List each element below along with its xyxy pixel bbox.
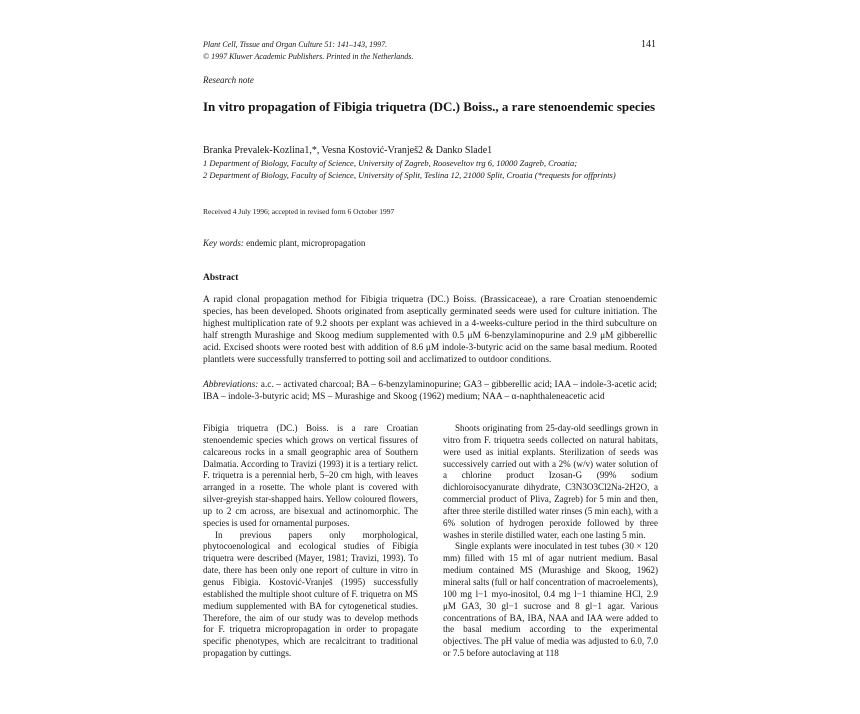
affiliation-zagreb: 1 Department of Biology, Faculty of Science, University of Zagreb, Rooseveltov trg 6, 10000 Zagreb, Croatia; — [203, 158, 578, 168]
left-body-column — [203, 423, 418, 660]
abbreviations-label: Abbreviations: — [203, 380, 259, 390]
body-paragraph: Shoots originating from 25-day-old seedlings grown in vitro from F. triquetra seeds collected on natural habitats, were used as initial explants. Sterilization of seeds was successively carried out with a 2% (w/v) water solution of a chlorine product Izosan-G (99% sodium dichloroisocyanurate dihydrate, C3N3O3Cl2Na-2H2O, a commercial product of Pliva, Zagreb) for 5 min and then, after three sterile distilled water rinses (5 min each), with a 6% solution of hydrogen peroxide followed by three washes in sterile distilled water, each one lasting 5 min. — [443, 423, 658, 540]
affiliation-split: 2 Department of Biology, Faculty of Science, University of Split, Teslina 12, 21000 Split, Croatia (*requests for offprints) — [203, 169, 616, 180]
article-section-label: Research note — [203, 75, 254, 85]
keywords — [203, 237, 657, 249]
keywords-label: Key words: — [203, 238, 244, 248]
copyright-line: © 1997 Kluwer Academic Publishers. Printed in the Netherlands. — [203, 52, 414, 61]
abstract-text: A rapid clonal propagation method for Fibigia triquetra (DC.) Boiss. (Brassicaceae), a rare Croatian stenoendemic species, has been developed. Shoots originated from aseptically germinated seeds were used for culture initiation. The highest multiplication rate of 9.2 shoots per explant was achieved in a 4-weeks-culture period in the third subculture on half strength Murashige and Skoog medium supplemented with 0.5 μM 6-benzylaminopurine and 2.9 μM gibberellic acid. Excised shoots were rooted best with addition of 8.6 μM indole-3-butyric acid on the same basal medium. Rooted plantlets were successfully transferred to potting soil and acclimatized to outdoor conditions. — [203, 295, 657, 366]
body-paragraph: In previous papers only morphological, phytocoenological and ecological studies of Fibigia triquetra were described (Mayer, 1981; Travizi, 1993). To date, there has been only one report of culture in vitro in genus Fibigia. Kostović-Vranješ (1995) successfully established the multiple shoot culture of F. triquetra on MS medium supplemented with BA for cytogenetical studies. Therefore, the aim of our study was to develop methods for F. triquetra micropropagation in order to propagate specific phenotypes, which are recalcitrant to traditional propagation by cuttings. — [203, 529, 418, 659]
author-list: Branka Prevalek-Kozlina1,*, Vesna Kostović-Vranješ2 & Danko Slade1 — [203, 145, 493, 156]
body-paragraph: Single explants were inoculated in test tubes (30 × 120 mm) filled with 15 ml of agar nutrient medium. Basal medium contained MS (Murashige and Skoog, 1962) mineral salts (full or half concentration of macroelements), 100 mg l−1 myo-inositol, 0.4 mg l−1 thiamine HCl, 2.9 μM GA3, 30 gl−1 sucrose and 8 gl−1 agar. Various concentrations of BA, IBA, NAA and IAA were added to the basal medium according to the experimental objectives. The pH value of media was adjusted to 6.0, 7.0 or 7.5 before autoclaving at 118 — [443, 541, 658, 659]
abstract-heading: Abstract — [203, 273, 239, 283]
journal-citation-line: Plant Cell, Tissue and Organ Culture 51: 141–143, 1997. — [203, 40, 388, 49]
article-title: In vitro propagation of Fibigia triquetra (DC.) Boiss., a rare stenoendemic species — [203, 99, 656, 114]
received-dates: Received 4 July 1996; accepted in revised form 6 October 1997 — [203, 207, 395, 216]
abbreviations — [203, 379, 657, 403]
body-paragraph: Fibigia triquetra (DC.) Boiss. is a rare Croatian stenoendemic species which grows on vertical fissures of calcareous rocks in a small geographic area of Southern Dalmatia. According to Travizi (1993) it is a tertiary relict. F. triquetra is a perennial herb, 5–20 cm high, with leaves arranged in a rosette. The whole plant is covered with silver-greyish star-shapped hairs. Yellow coloured flowers, up to 2 cm across, are bisexual and actinomorphic. The species is used for ornamental purposes. — [203, 423, 418, 528]
abbreviations-text: a.c. – activated charcoal; BA – 6-benzylaminopurine; GA3 – gibberellic acid; IAA – indole-3-acetic acid; IBA – indole-3-butyric acid; MS – Murashige and Skoog (1962) medium; NAA – α-naphthaleneacetic acid — [203, 380, 657, 403]
author-affiliations — [203, 158, 657, 182]
journal-citation — [203, 39, 663, 63]
keywords-text: endemic plant, micropropagation — [246, 238, 366, 248]
right-body-column — [443, 423, 658, 660]
page-number: 141 — [641, 39, 656, 50]
